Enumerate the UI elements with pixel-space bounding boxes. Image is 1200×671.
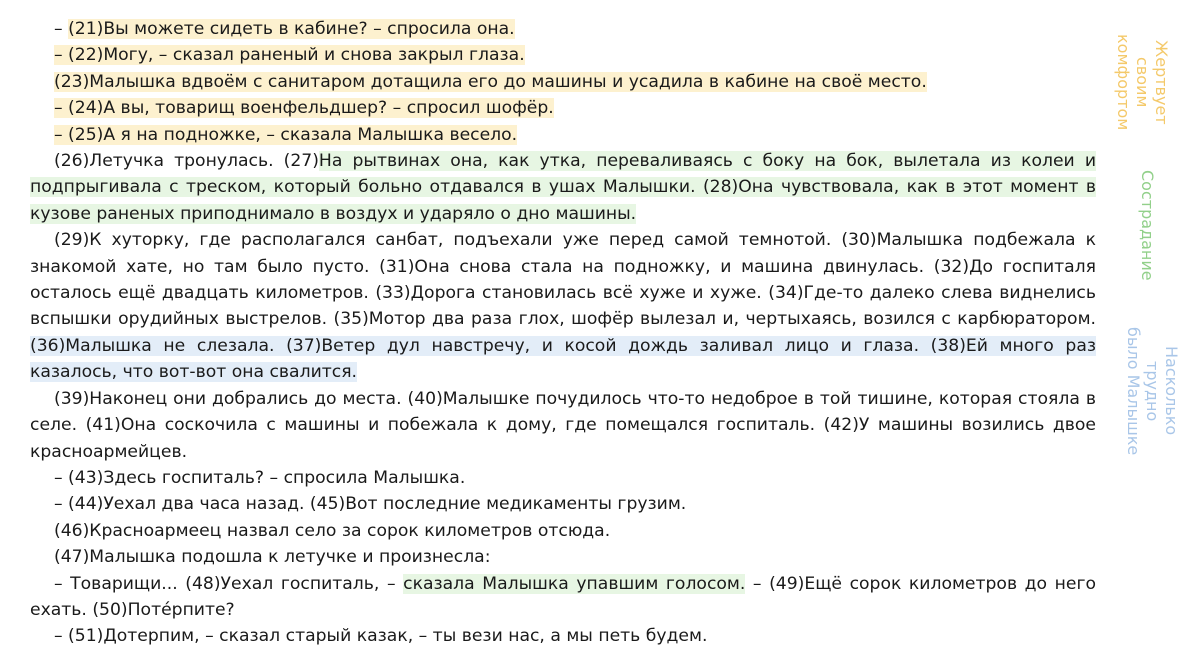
paragraph <box>30 571 1096 624</box>
paragraph <box>30 16 1096 42</box>
paragraph <box>30 386 1096 465</box>
highlighted-text: (21)Вы можете сидеть в кабине? – спросила она. <box>68 19 515 39</box>
side-label-comfort: Жертвует своим комфортом <box>1114 33 1171 131</box>
paragraph <box>30 518 1096 544</box>
story-text <box>30 16 1096 650</box>
text-segment: – (44)Уехал два часа назад. (45)Вот последние медикаменты грузим. <box>54 494 687 515</box>
paragraph <box>30 491 1096 517</box>
text-segment: – <box>54 19 69 39</box>
text-segment: (47)Малышка подошла к летучке и произнесла: <box>54 547 491 568</box>
paragraph <box>30 544 1096 570</box>
paragraph <box>30 623 1096 649</box>
paragraph <box>30 42 1096 68</box>
text-segment: – (51)Дотерпим, – сказал старый казак, – ты вези нас, а мы петь будем. <box>54 626 708 647</box>
text-segment: – Товарищи... (48)Уехал госпиталь, – <box>54 573 404 594</box>
text-segment: (26)Летучка тронулась. (27) <box>54 151 319 172</box>
paragraph <box>30 465 1096 491</box>
highlighted-text: – (25)А я на подножке, – сказала Малышка весело. <box>54 124 518 145</box>
paragraph <box>30 227 1096 385</box>
paragraph <box>30 69 1096 95</box>
highlighted-text: На рытвинах она, как утка, переваливаясь с боку на бок, вылетала из колеи и подпрыгивала с треском, который больно отдавался в ушах Малышки. (28)Она чувствовала, как в этот момент в кузове раненых приподнимало в воздух и ударяло о дно машины. <box>30 151 1096 224</box>
text-segment: – (43)Здесь госпиталь? – спросила Малышка. <box>54 467 466 488</box>
text-segment: (46)Красноармеец назвал село за сорок километров отсюда. <box>54 520 611 541</box>
paragraph <box>30 95 1096 121</box>
highlighted-text: (23)Малышка вдвоём с санитаром дотащила его до машины и усадила в кабине на своё место. <box>54 71 927 92</box>
highlighted-text: сказала Малышка упавшим голосом. <box>403 573 746 594</box>
side-label-compassion: Сострадание <box>1138 170 1157 281</box>
paragraph <box>30 148 1096 227</box>
highlighted-text: – (22)Могу, – сказал раненый и снова закрыл глаза. <box>54 45 525 66</box>
highlighted-text: (36)Малышка не слезала. (37)Ветер дул навстречу, и косой дождь заливал лицо и глаза. (38)Ей много раз казалось, что вот-вот она свалится. <box>30 335 1096 383</box>
side-label-hardship: Насколько трудно было Малышке <box>1124 326 1181 456</box>
highlighted-text: – (24)А вы, товарищ военфельдшер? – спросил шофёр. <box>54 98 554 119</box>
text-segment: (29)К хуторку, где располагался санбат, подъехали уже перед самой темнотой. (30)Малышка подбежала к знакомой хате, но там было пусто. (31)Она снова стала на подножку, и машина двинулась. (32)До госпиталя осталось ещё двадцать километров. (33)Дорога становилась всё хуже и хуже. (34)Где-то далеко слева виднелись вспышки орудийных выстрелов. (35)Мотор два раза глох, шофёр вылезал и, чертыхаясь, возился с карбюратором. <box>30 230 1096 330</box>
text-segment: (39)Наконец они добрались до места. (40)Малышке почудилось что-то недоброе в той тишине, которая стояла в селе. (41)Она соскочила с машины и побежала к дому, где помещался госпиталь. (42)У машины возились двое красноармейцев. <box>30 388 1096 462</box>
paragraph <box>30 122 1096 148</box>
text-segment: – (49)Ещё сорок километров до него ехать. (50)Потéрпите? <box>30 573 1096 620</box>
